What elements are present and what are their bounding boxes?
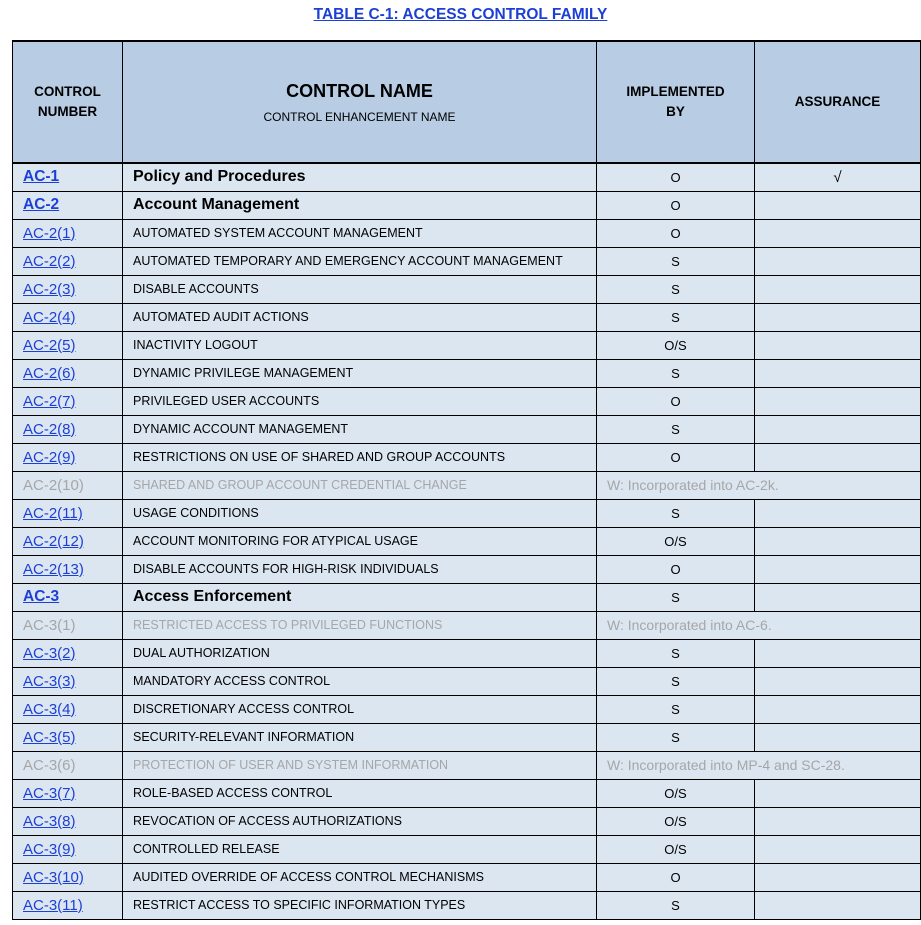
control-number-link[interactable]: AC-3(3) <box>23 672 76 690</box>
control-name-cell: AUTOMATED TEMPORARY AND EMERGENCY ACCOUNT MANAGEMENT <box>123 247 597 275</box>
table-row <box>13 275 921 303</box>
implemented-by-cell: O/S <box>597 527 755 555</box>
control-name-cell: Account Management <box>123 191 597 219</box>
control-name-cell: CONTROLLED RELEASE <box>123 835 597 863</box>
access-control-table <box>12 40 921 920</box>
header-implemented-by <box>597 41 755 163</box>
assurance-cell <box>755 555 921 583</box>
assurance-cell <box>755 667 921 695</box>
control-number-cell <box>13 359 123 387</box>
assurance-cell <box>755 359 921 387</box>
control-number-cell <box>13 723 123 751</box>
table-row <box>13 387 921 415</box>
control-name-cell: AUTOMATED AUDIT ACTIONS <box>123 303 597 331</box>
control-name-cell: AUTOMATED SYSTEM ACCOUNT MANAGEMENT <box>123 219 597 247</box>
control-name-cell: PRIVILEGED USER ACCOUNTS <box>123 387 597 415</box>
control-number-cell <box>13 275 123 303</box>
table-row <box>13 303 921 331</box>
control-number-link[interactable]: AC-2(6) <box>23 364 76 382</box>
implemented-by-cell: S <box>597 583 755 611</box>
table-row <box>13 667 921 695</box>
control-number-link[interactable]: AC-1 <box>23 168 60 186</box>
control-number-cell <box>13 415 123 443</box>
assurance-cell <box>755 527 921 555</box>
table-row <box>13 499 921 527</box>
control-number-cell <box>13 667 123 695</box>
control-number-cell <box>13 331 123 359</box>
control-number-text: AC-3(1) <box>23 616 76 634</box>
table-row <box>13 555 921 583</box>
table-row <box>13 611 921 639</box>
implemented-by-cell: O/S <box>597 779 755 807</box>
implemented-by-cell: S <box>597 891 755 919</box>
control-number-cell <box>13 499 123 527</box>
withdrawn-note-cell: W: Incorporated into AC-6. <box>597 611 921 639</box>
control-number-cell <box>13 807 123 835</box>
control-number-link[interactable]: AC-3(8) <box>23 812 76 830</box>
table-row <box>13 583 921 611</box>
control-name-cell: REVOCATION OF ACCESS AUTHORIZATIONS <box>123 807 597 835</box>
header-implemented-by-label: IMPLEMENTED BY <box>626 84 725 119</box>
assurance-cell <box>755 303 921 331</box>
table-row <box>13 723 921 751</box>
table-header-row <box>13 41 921 163</box>
control-number-text: AC-2(10) <box>23 476 84 494</box>
table-row <box>13 639 921 667</box>
control-number-cell <box>13 443 123 471</box>
assurance-cell <box>755 891 921 919</box>
control-number-cell <box>13 583 123 611</box>
assurance-cell <box>755 219 921 247</box>
implemented-by-cell: S <box>597 359 755 387</box>
assurance-cell <box>755 639 921 667</box>
control-number-cell <box>13 779 123 807</box>
implemented-by-cell: S <box>597 639 755 667</box>
control-name-cell: INACTIVITY LOGOUT <box>123 331 597 359</box>
table-row <box>13 751 921 779</box>
implemented-by-cell: O <box>597 163 755 191</box>
control-name-cell: DISABLE ACCOUNTS FOR HIGH-RISK INDIVIDUALS <box>123 555 597 583</box>
control-name-cell: PROTECTION OF USER AND SYSTEM INFORMATION <box>123 751 597 779</box>
withdrawn-note-cell: W: Incorporated into AC-2k. <box>597 471 921 499</box>
implemented-by-cell: S <box>597 723 755 751</box>
control-name-cell: RESTRICTED ACCESS TO PRIVILEGED FUNCTIONS <box>123 611 597 639</box>
assurance-cell <box>755 191 921 219</box>
control-number-text: AC-3(6) <box>23 756 76 774</box>
implemented-by-cell: S <box>597 247 755 275</box>
header-assurance-label: ASSURANCE <box>794 94 881 109</box>
control-name-cell: DYNAMIC ACCOUNT MANAGEMENT <box>123 415 597 443</box>
control-number-link[interactable]: AC-2(12) <box>23 532 84 550</box>
implemented-by-cell: O <box>597 387 755 415</box>
control-number-cell <box>13 387 123 415</box>
control-number-cell <box>13 611 123 639</box>
assurance-cell <box>755 583 921 611</box>
table-row <box>13 891 921 919</box>
table-row <box>13 359 921 387</box>
implemented-by-cell: S <box>597 499 755 527</box>
assurance-cell <box>755 331 921 359</box>
control-number-link[interactable]: AC-2(13) <box>23 560 84 578</box>
table-row <box>13 863 921 891</box>
header-enhancement-name-label: CONTROL ENHANCEMENT NAME <box>263 109 456 124</box>
table-row <box>13 247 921 275</box>
header-control-name <box>123 41 597 163</box>
control-number-cell <box>13 191 123 219</box>
control-number-link[interactable]: AC-3 <box>23 588 60 605</box>
table-row <box>13 835 921 863</box>
control-number-cell <box>13 471 123 499</box>
control-number-link[interactable]: AC-3(7) <box>23 784 76 802</box>
control-number-cell <box>13 751 123 779</box>
withdrawn-note-cell: W: Incorporated into MP-4 and SC-28. <box>597 751 921 779</box>
table-body <box>13 163 921 919</box>
control-number-link[interactable]: AC-3(2) <box>23 644 76 662</box>
table-row <box>13 443 921 471</box>
control-name-cell: Access Enforcement <box>123 583 597 611</box>
control-name-cell: USAGE CONDITIONS <box>123 499 597 527</box>
control-number-link[interactable]: AC-2(4) <box>23 308 76 326</box>
control-name-cell: SHARED AND GROUP ACCOUNT CREDENTIAL CHANGE <box>123 471 597 499</box>
implemented-by-cell: O <box>597 191 755 219</box>
control-number-link[interactable]: AC-3(9) <box>23 840 76 858</box>
control-name-cell: DYNAMIC PRIVILEGE MANAGEMENT <box>123 359 597 387</box>
control-number-link[interactable]: AC-3(11) <box>23 896 83 914</box>
assurance-cell <box>755 835 921 863</box>
control-number-cell <box>13 555 123 583</box>
control-number-link[interactable]: AC-2(5) <box>23 336 76 354</box>
control-number-cell <box>13 639 123 667</box>
control-number-cell <box>13 527 123 555</box>
implemented-by-cell: S <box>597 667 755 695</box>
implemented-by-cell: S <box>597 695 755 723</box>
control-number-link[interactable]: AC-2(1) <box>23 224 76 242</box>
control-number-link[interactable]: AC-2(11) <box>23 504 83 522</box>
assurance-cell <box>755 779 921 807</box>
implemented-by-cell: O/S <box>597 835 755 863</box>
control-number-link[interactable]: AC-2(3) <box>23 280 76 298</box>
control-name-cell: DUAL AUTHORIZATION <box>123 639 597 667</box>
control-number-cell <box>13 247 123 275</box>
control-number-cell <box>13 303 123 331</box>
table-row <box>13 415 921 443</box>
implemented-by-cell: O <box>597 443 755 471</box>
header-control-name-label: CONTROL NAME <box>286 80 433 101</box>
assurance-cell <box>755 695 921 723</box>
implemented-by-cell: O/S <box>597 331 755 359</box>
control-number-cell <box>13 219 123 247</box>
header-assurance <box>755 41 921 163</box>
implemented-by-cell: S <box>597 275 755 303</box>
assurance-cell <box>755 387 921 415</box>
control-name-cell: DISCRETIONARY ACCESS CONTROL <box>123 695 597 723</box>
control-name-cell: ROLE-BASED ACCESS CONTROL <box>123 779 597 807</box>
header-control-number-label: CONTROL NUMBER <box>34 84 101 119</box>
control-number-link[interactable]: AC-2(2) <box>23 252 76 270</box>
assurance-cell <box>755 807 921 835</box>
control-name-cell: RESTRICT ACCESS TO SPECIFIC INFORMATION TYPES <box>123 891 597 919</box>
assurance-cell <box>755 723 921 751</box>
control-name-cell: RESTRICTIONS ON USE OF SHARED AND GROUP ACCOUNTS <box>123 443 597 471</box>
control-number-cell <box>13 863 123 891</box>
assurance-cell <box>755 863 921 891</box>
control-number-link[interactable]: AC-2(9) <box>23 448 76 466</box>
control-name-cell: SECURITY-RELEVANT INFORMATION <box>123 723 597 751</box>
assurance-cell: √ <box>755 163 921 191</box>
table-row <box>13 779 921 807</box>
control-name-cell: DISABLE ACCOUNTS <box>123 275 597 303</box>
assurance-cell <box>755 247 921 275</box>
control-number-link[interactable]: AC-2(8) <box>23 420 76 438</box>
implemented-by-cell: S <box>597 415 755 443</box>
control-number-link[interactable]: AC-3(4) <box>23 700 76 718</box>
control-number-link[interactable]: AC-2(7) <box>23 392 76 410</box>
control-number-cell <box>13 835 123 863</box>
control-number-cell <box>13 163 123 191</box>
control-number-link[interactable]: AC-3(10) <box>23 868 84 886</box>
control-name-cell: Policy and Procedures <box>123 163 597 191</box>
table-row <box>13 191 921 219</box>
implemented-by-cell: O/S <box>597 807 755 835</box>
table-row <box>13 695 921 723</box>
table-row <box>13 527 921 555</box>
header-control-number <box>13 41 123 163</box>
control-number-link[interactable]: AC-2 <box>23 196 60 213</box>
table-row <box>13 471 921 499</box>
table-row <box>13 331 921 359</box>
table-row <box>13 807 921 835</box>
control-name-cell: ACCOUNT MONITORING FOR ATYPICAL USAGE <box>123 527 597 555</box>
implemented-by-cell: O <box>597 219 755 247</box>
control-name-cell: AUDITED OVERRIDE OF ACCESS CONTROL MECHANISMS <box>123 863 597 891</box>
control-name-cell: MANDATORY ACCESS CONTROL <box>123 667 597 695</box>
control-number-cell <box>13 891 123 919</box>
table-title: TABLE C-1: ACCESS CONTROL FAMILY <box>313 6 608 23</box>
table-row <box>13 219 921 247</box>
table-row <box>13 163 921 191</box>
control-number-link[interactable]: AC-3(5) <box>23 728 76 746</box>
implemented-by-cell: O <box>597 863 755 891</box>
assurance-cell <box>755 499 921 527</box>
implemented-by-cell: O <box>597 555 755 583</box>
assurance-cell <box>755 443 921 471</box>
assurance-cell <box>755 415 921 443</box>
assurance-cell <box>755 275 921 303</box>
implemented-by-cell: S <box>597 303 755 331</box>
control-number-cell <box>13 695 123 723</box>
